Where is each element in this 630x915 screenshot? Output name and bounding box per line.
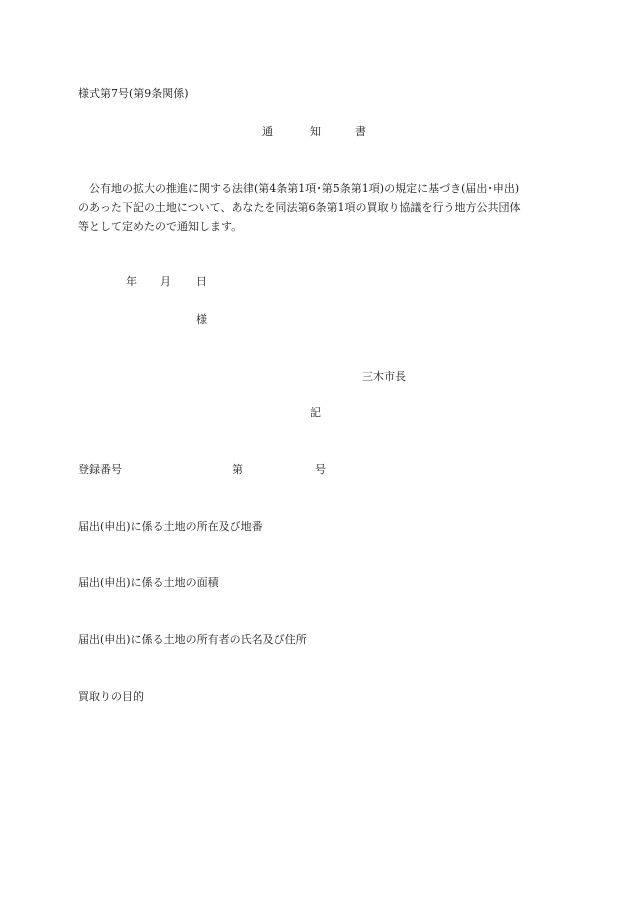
date-month: 月 xyxy=(160,275,171,288)
issuer: 三木市長 xyxy=(362,370,406,383)
ki-heading: 記 xyxy=(310,406,321,419)
document-title xyxy=(262,125,273,139)
body-line-1: 公有地の拡大の推進に関する法律(第4条第1項･第5条第1項)の規定に基づき(届出･申出) xyxy=(89,182,520,195)
registration-dai: 第 xyxy=(232,463,243,476)
item-location: 届出(申出)に係る土地の所在及び地番 xyxy=(78,520,263,533)
registration-label: 登録番号 xyxy=(78,463,122,476)
item-owner: 届出(申出)に係る土地の所有者の氏名及び住所 xyxy=(78,633,307,646)
item-area: 届出(申出)に係る土地の面積 xyxy=(78,576,219,589)
title-char-1: 通 xyxy=(262,125,273,138)
body-line-3: 等として定めたので通知します。 xyxy=(78,220,243,233)
form-number: 様式第7号(第9条関係) xyxy=(78,87,189,100)
date-day: 日 xyxy=(196,275,207,288)
registration-go: 号 xyxy=(315,463,326,476)
date-year: 年 xyxy=(126,275,137,288)
title-char-2: 知 xyxy=(310,125,321,138)
title-char-3: 書 xyxy=(355,125,366,138)
body-line-2: のあった下記の土地について、あなたを同法第6条第1項の買取り協議を行う地方公共団体 xyxy=(78,201,521,214)
document-title-2 xyxy=(310,125,321,139)
item-purpose: 買取りの目的 xyxy=(78,690,144,703)
document-title-3 xyxy=(355,125,366,139)
addressee-suffix: 様 xyxy=(196,313,207,326)
body-paragraph xyxy=(78,179,562,236)
